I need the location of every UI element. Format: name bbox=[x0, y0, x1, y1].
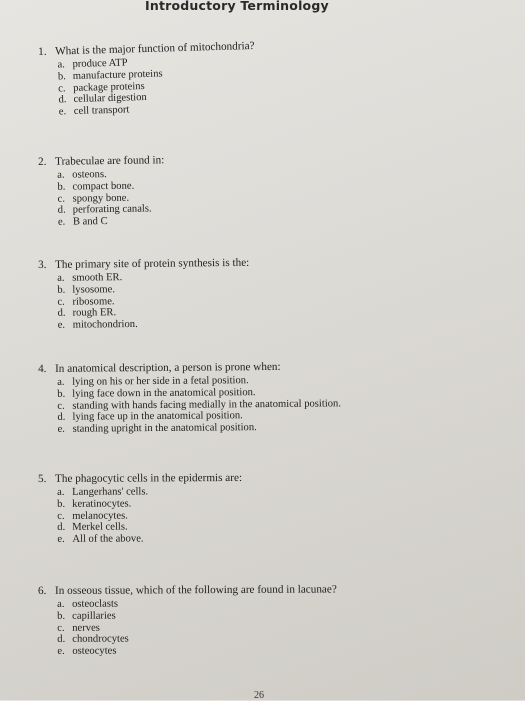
question-5 bbox=[38, 472, 242, 546]
option-letter: c. bbox=[57, 296, 65, 308]
question-text bbox=[38, 360, 341, 375]
answer-options bbox=[57, 271, 250, 332]
answer-option bbox=[57, 533, 242, 546]
option-letter: d. bbox=[58, 94, 67, 106]
answer-option bbox=[57, 498, 242, 511]
question-number: 1. bbox=[38, 45, 47, 58]
option-text: lying on his or her side in a fetal position. bbox=[72, 375, 249, 388]
option-letter: e. bbox=[58, 106, 67, 118]
question-prompt: The primary site of protein synthesis is the: bbox=[54, 256, 250, 271]
answer-option bbox=[58, 422, 342, 436]
option-text: rough ER. bbox=[72, 307, 117, 320]
answer-option bbox=[58, 204, 165, 217]
option-letter: e. bbox=[57, 319, 66, 331]
option-letter: b. bbox=[57, 498, 66, 510]
option-text: cell transport bbox=[73, 104, 130, 118]
option-letter: d. bbox=[57, 308, 66, 320]
answer-option bbox=[58, 318, 250, 332]
option-letter: d. bbox=[57, 522, 66, 534]
question-prompt: In osseous tissue, which of the following are found in lacunae? bbox=[54, 583, 337, 597]
option-text: lying face down in the anatomical position. bbox=[72, 386, 256, 400]
option-text: cellular digestion bbox=[73, 92, 147, 106]
option-text: capillaries bbox=[72, 610, 116, 622]
option-letter: e. bbox=[57, 646, 65, 658]
option-text: lysosome. bbox=[72, 283, 116, 296]
option-text: lying face up in the anatomical position. bbox=[72, 410, 243, 424]
answer-option bbox=[58, 215, 165, 228]
question-number: 5. bbox=[38, 472, 47, 485]
option-letter: a. bbox=[57, 169, 65, 181]
question-number: 2. bbox=[38, 155, 47, 168]
question-number: 6. bbox=[38, 584, 47, 597]
question-prompt: What is the major function of mitochondria? bbox=[54, 39, 255, 58]
option-text: All of the above. bbox=[72, 533, 144, 546]
option-letter: a. bbox=[57, 598, 65, 610]
option-letter: b. bbox=[57, 71, 66, 83]
option-text: smooth ER. bbox=[72, 272, 123, 284]
option-text: nerves bbox=[72, 622, 100, 634]
question-number: 4. bbox=[38, 362, 47, 375]
question-1 bbox=[38, 40, 256, 119]
page-number: 26 bbox=[254, 690, 264, 701]
question-2 bbox=[38, 154, 165, 229]
option-letter: d. bbox=[57, 634, 66, 646]
option-letter: b. bbox=[57, 284, 66, 296]
option-text: perforating canals. bbox=[72, 203, 152, 216]
option-text: osteons. bbox=[72, 169, 107, 181]
option-letter: b. bbox=[57, 181, 66, 193]
answer-options bbox=[57, 374, 341, 435]
option-text: keratinocytes. bbox=[72, 498, 132, 510]
option-letter: c. bbox=[57, 510, 65, 522]
option-text: produce ATP bbox=[72, 57, 128, 71]
question-4 bbox=[38, 360, 341, 436]
answer-options bbox=[57, 168, 165, 228]
question-prompt: In anatomical description, a person is prone when: bbox=[54, 360, 281, 375]
option-text: Langerhans' cells. bbox=[72, 486, 149, 498]
option-letter: d. bbox=[57, 412, 66, 424]
option-letter: c. bbox=[57, 400, 65, 412]
option-letter: a. bbox=[57, 486, 65, 498]
answer-option bbox=[57, 486, 242, 499]
question-text bbox=[38, 154, 164, 168]
option-text: osteocytes bbox=[72, 645, 117, 658]
option-text: ribosome. bbox=[72, 295, 115, 308]
option-text: standing upright in the anatomical position. bbox=[72, 422, 257, 435]
question-6 bbox=[38, 583, 337, 658]
option-letter: e. bbox=[57, 423, 65, 436]
option-text: compact bone. bbox=[72, 180, 135, 193]
option-letter: e. bbox=[57, 534, 65, 546]
answer-options bbox=[57, 486, 242, 546]
option-letter: c. bbox=[58, 82, 66, 95]
answer-options bbox=[57, 54, 256, 118]
option-letter: c. bbox=[57, 193, 66, 205]
option-letter: a. bbox=[57, 376, 65, 388]
option-letter: d. bbox=[57, 205, 66, 217]
answer-option bbox=[57, 510, 242, 523]
option-letter: b. bbox=[57, 610, 66, 622]
option-letter: e. bbox=[57, 216, 66, 228]
option-text: chondrocytes bbox=[72, 633, 129, 646]
option-letter: a. bbox=[57, 272, 65, 284]
question-number: 3. bbox=[38, 258, 47, 271]
option-letter: b. bbox=[57, 388, 66, 400]
page-header-title: Introductory Terminology bbox=[145, 0, 329, 13]
question-text bbox=[38, 583, 337, 597]
option-text: B and C bbox=[72, 216, 108, 228]
option-text: Merkel cells. bbox=[72, 521, 128, 534]
question-3 bbox=[38, 257, 250, 332]
answer-options bbox=[57, 597, 337, 657]
answer-option bbox=[57, 645, 337, 658]
question-prompt: Trabeculae are found in: bbox=[54, 154, 165, 168]
question-text bbox=[38, 257, 249, 271]
option-letter: c. bbox=[57, 622, 65, 634]
option-letter: a. bbox=[57, 59, 66, 71]
question-prompt: The phagocytic cells in the epidermis are: bbox=[54, 471, 243, 485]
option-text: spongy bone. bbox=[72, 192, 130, 205]
option-text: manufacture proteins bbox=[72, 68, 163, 82]
option-text: osteoclasts bbox=[72, 598, 119, 610]
question-text bbox=[38, 472, 242, 485]
option-text: melanocytes. bbox=[72, 510, 128, 522]
option-text: mitochondrion. bbox=[72, 319, 138, 331]
option-text: package proteins bbox=[73, 80, 145, 94]
option-text: standing with hands facing medially in the anatomical position. bbox=[72, 397, 342, 412]
answer-option bbox=[57, 521, 242, 534]
